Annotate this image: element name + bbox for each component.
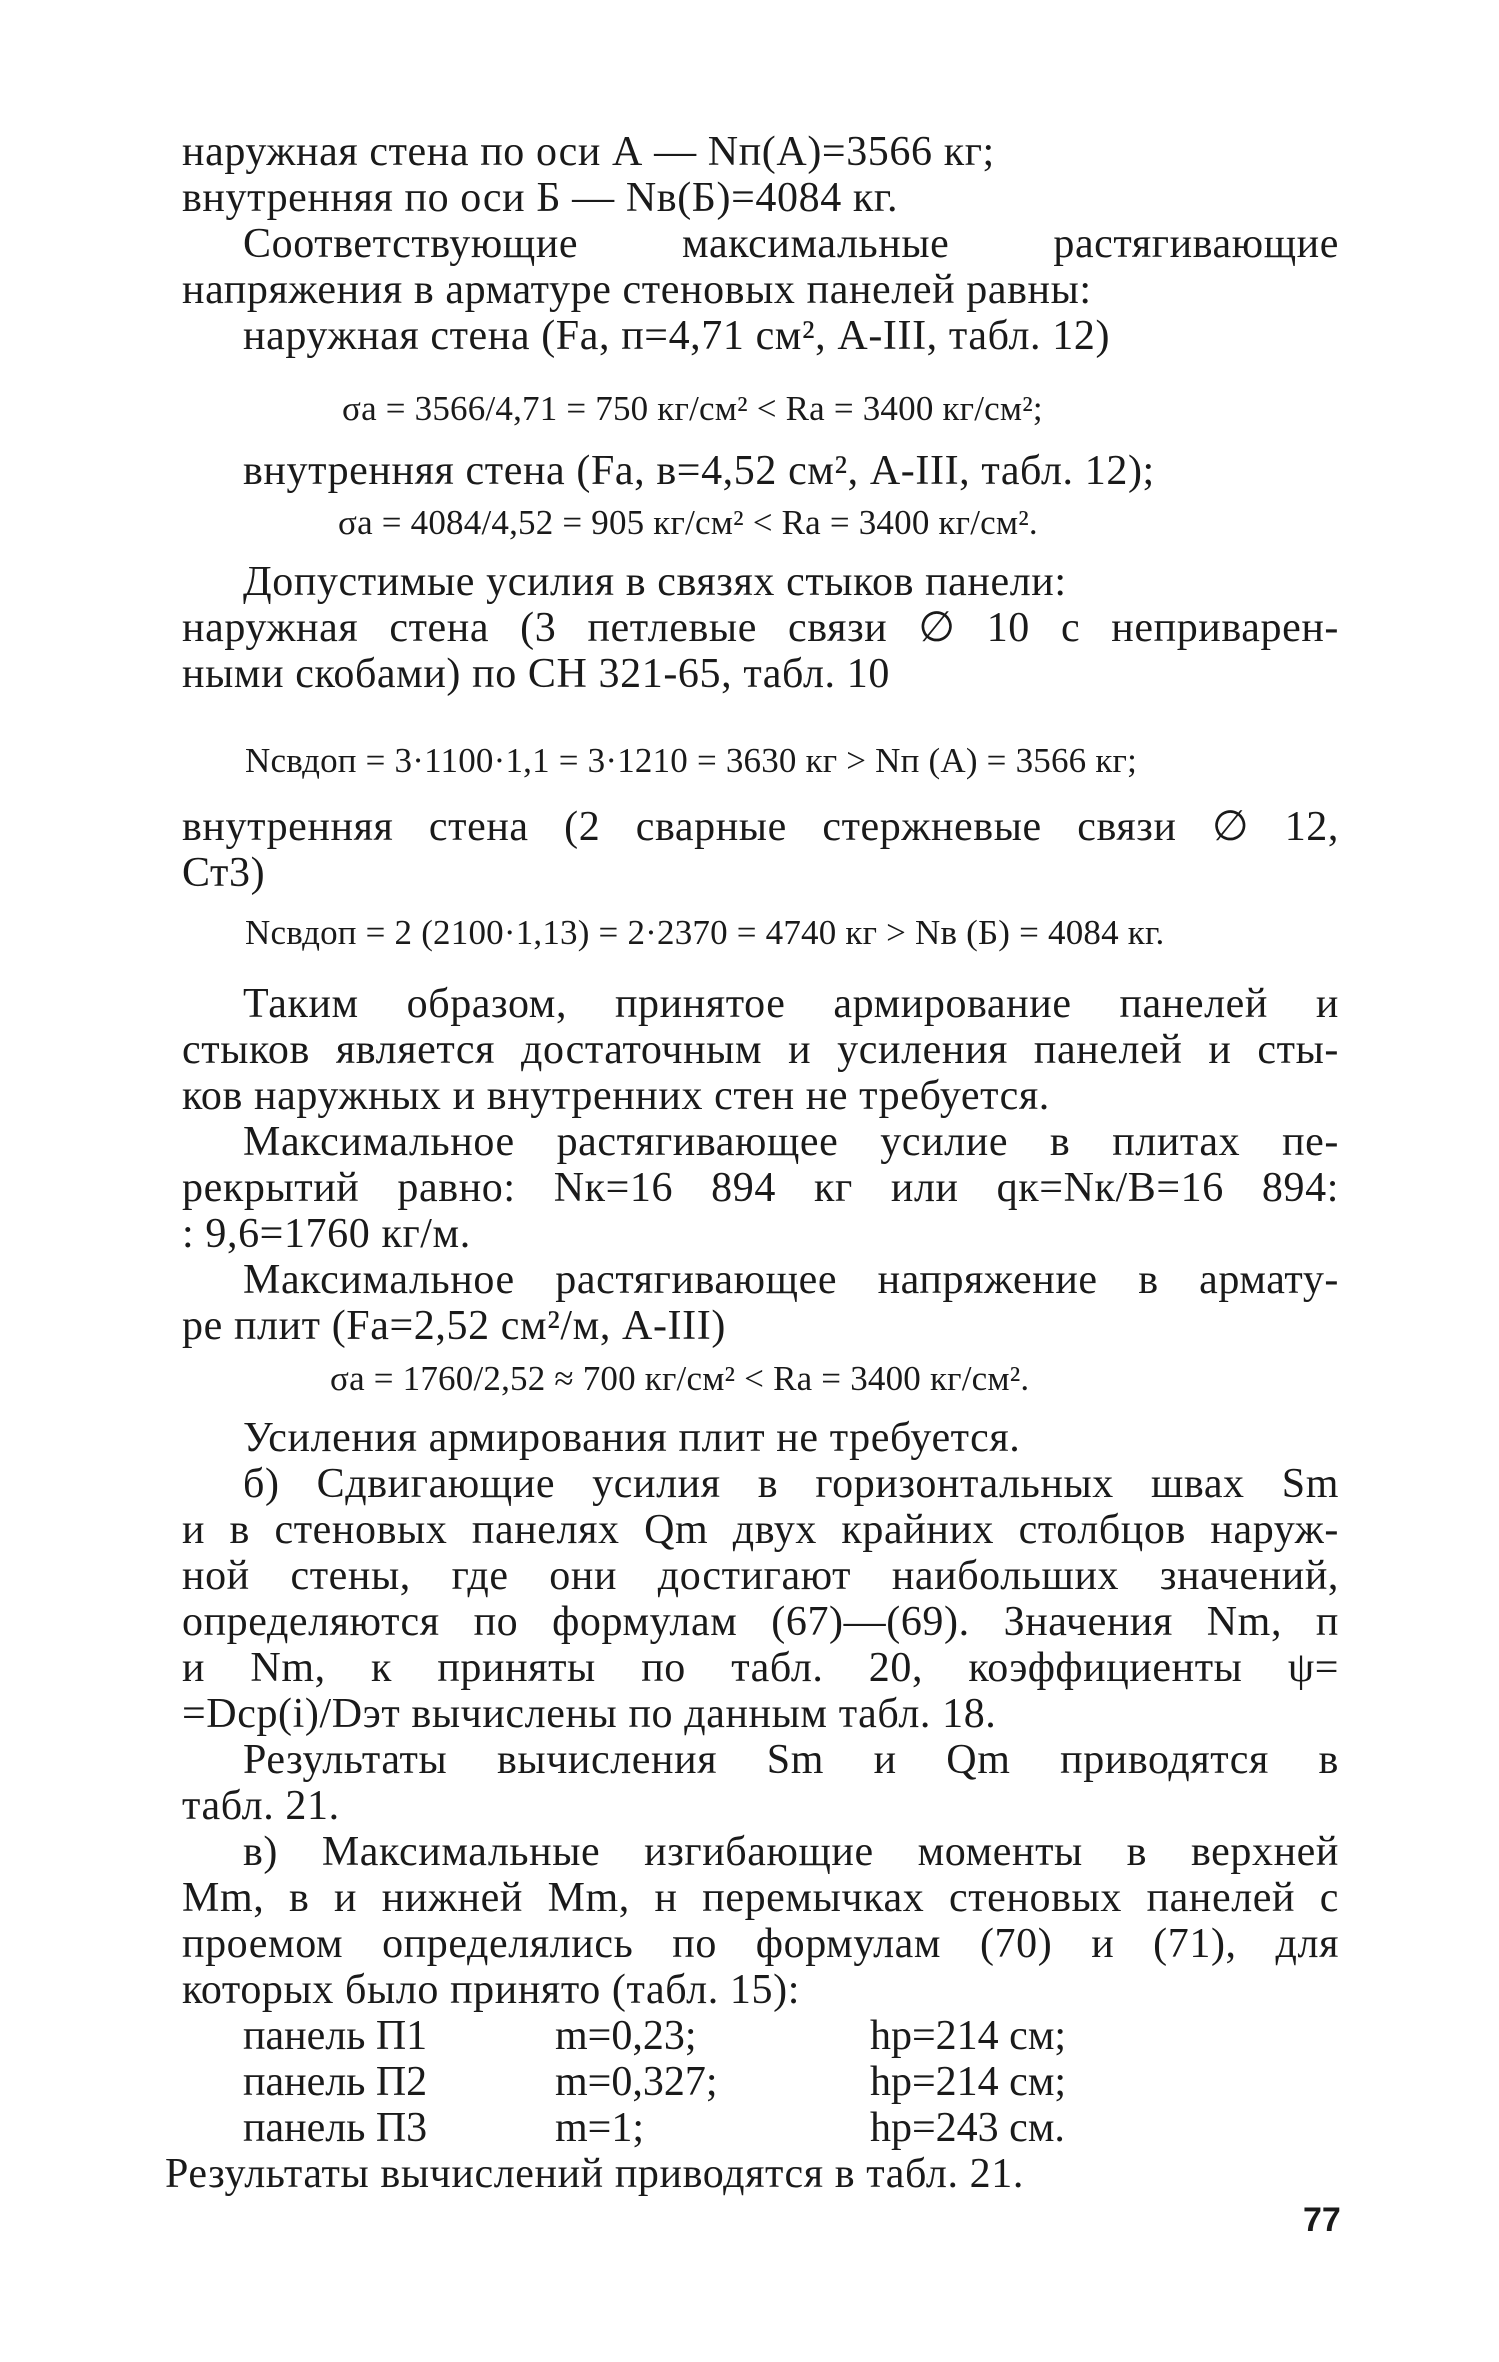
text-line: внутренняя стена (Fа, в=4,52 см², A-III, табл. 12); <box>243 448 1155 494</box>
formula: Nсвдоп = 3·1100·1,1 = 3·1210 = 3630 кг > Nп (А) = 3566 кг; <box>245 741 1138 780</box>
text-line: наружная стена по оси А — Nп(А)=3566 кг; <box>182 129 995 175</box>
text-line: Максимальное растягивающее усилие в плитах пе- <box>243 1119 1339 1165</box>
panel-h: hр=214 см; <box>870 2013 1067 2059</box>
text-line: ков наружных и внутренних стен не требуется. <box>182 1073 1050 1119</box>
formula: σа = 4084/4,52 = 905 кг/см² < Rа = 3400 кг/см². <box>338 503 1038 542</box>
text-line: ре плит (Fа=2,52 см²/м, A-III) <box>182 1303 726 1349</box>
text-line: внутренняя стена (2 сварные стержневые связи ∅ 12, <box>182 804 1339 850</box>
panel-name: панель П1 <box>243 2013 428 2059</box>
text-line: напряжения в арматуре стеновых панелей равны: <box>182 267 1092 313</box>
text-line: =Dср(i)/Dэт вычислены по данным табл. 18. <box>182 1691 997 1737</box>
text-line: рекрытий равно: Nк=16 894 кг или qк=Nк/B=16 894: <box>182 1165 1339 1211</box>
formula: σа = 3566/4,71 = 750 кг/см² < Rа = 3400 кг/см²; <box>342 389 1043 428</box>
panel-m: m=1; <box>555 2105 645 2151</box>
text-line: Соответствующие максимальные растягивающие <box>243 221 1339 267</box>
panel-m: m=0,23; <box>555 2013 697 2059</box>
text-line: и Nm, к приняты по табл. 20, коэффициенты ψ= <box>182 1645 1339 1691</box>
text-line: Допустимые усилия в связях стыков панели: <box>243 559 1067 605</box>
text-line: Mm, в и нижней Mm, н перемычках стеновых панелей с <box>182 1875 1339 1921</box>
panel-name: панель П3 <box>243 2105 428 2151</box>
panel-name: панель П2 <box>243 2059 428 2105</box>
panel-h: hр=214 см; <box>870 2059 1067 2105</box>
text-line: наружная стена (3 петлевые связи ∅ 10 с неприварен- <box>182 605 1339 651</box>
text-line: проемом определялись по формулам (70) и (71), для <box>182 1921 1339 1967</box>
text-line: в) Максимальные изгибающие моменты в верхней <box>243 1829 1339 1875</box>
text-line: Ст3) <box>182 850 266 896</box>
text-line: Максимальное растягивающее напряжение в армату- <box>243 1257 1339 1303</box>
text-line: Результаты вычисления Sm и Qm приводятся в <box>243 1737 1339 1783</box>
formula: σа = 1760/2,52 ≈ 700 кг/см² < Rа = 3400 кг/см². <box>330 1359 1030 1398</box>
text-line: Результаты вычислений приводятся в табл. 21. <box>165 2151 1024 2197</box>
text-line: которых было принято (табл. 15): <box>182 1967 800 2013</box>
text-line: : 9,6=1760 кг/м. <box>182 1211 471 1257</box>
text-line: ными скобами) по СН 321-65, табл. 10 <box>182 651 890 697</box>
formula: Nсвдоп = 2 (2100·1,13) = 2·2370 = 4740 кг > Nв (Б) = 4084 кг. <box>245 913 1165 952</box>
text-line: определяются по формулам (67)—(69). Значения Nm, п <box>182 1599 1339 1645</box>
panel-m: m=0,327; <box>555 2059 718 2105</box>
text-line: ной стены, где они достигают наибольших значений, <box>182 1553 1339 1599</box>
text-line: табл. 21. <box>182 1783 340 1829</box>
text-line: внутренняя по оси Б — Nв(Б)=4084 кг. <box>182 175 899 221</box>
text-line: б) Сдвигающие усилия в горизонтальных швах Sm <box>243 1461 1339 1507</box>
panel-h: hр=243 см. <box>870 2105 1065 2151</box>
page-number: 77 <box>1303 2201 1341 2239</box>
text-line: и в стеновых панелях Qm двух крайних столбцов наруж- <box>182 1507 1339 1553</box>
text-line: наружная стена (Fа, п=4,71 см², A-III, табл. 12) <box>243 313 1111 359</box>
text-line: Усиления армирования плит не требуется. <box>243 1415 1021 1461</box>
text-line: стыков является достаточным и усиления панелей и сты- <box>182 1027 1339 1073</box>
text-line: Таким образом, принятое армирование панелей и <box>243 981 1339 1027</box>
